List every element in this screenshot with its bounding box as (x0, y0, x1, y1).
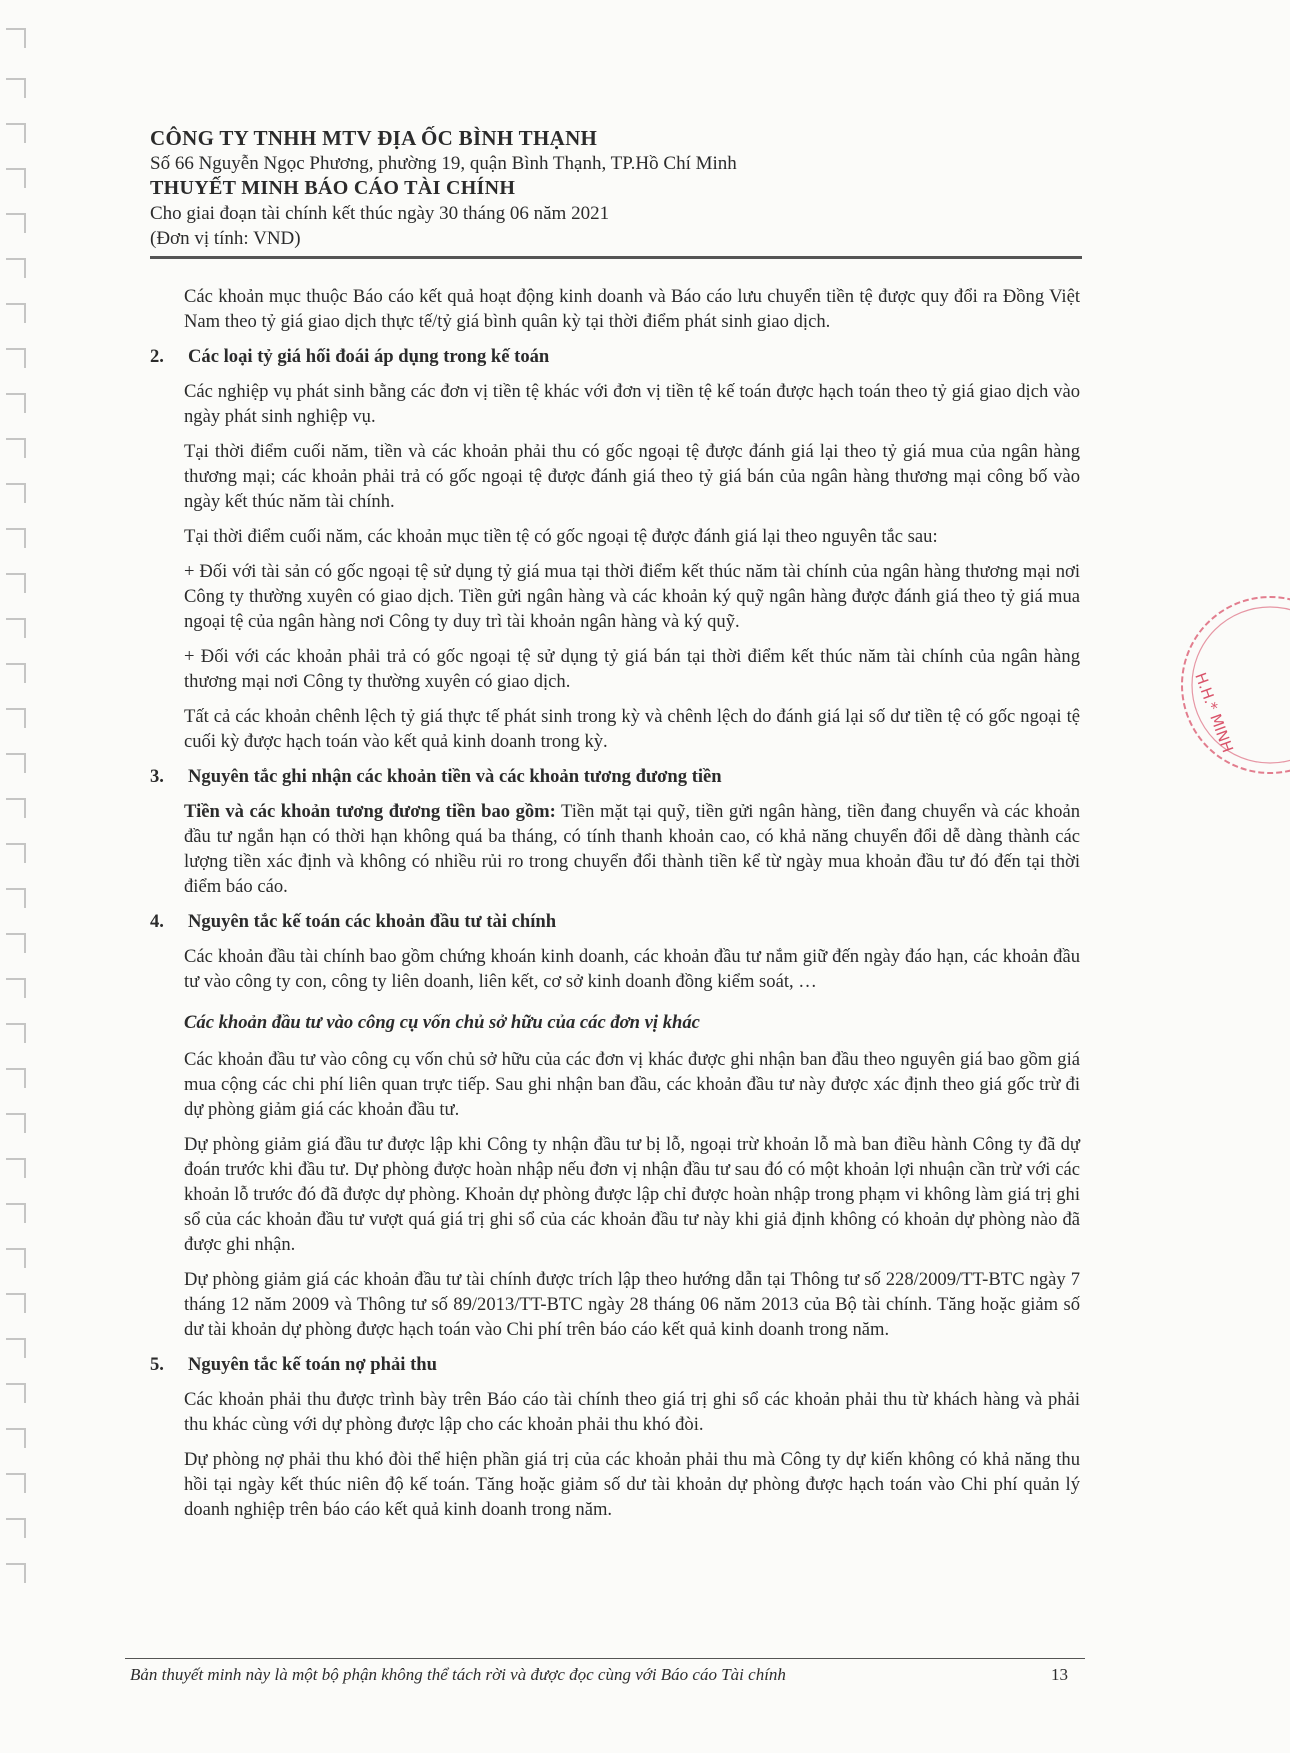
document-title: THUYẾT MINH BÁO CÁO TÀI CHÍNH (150, 177, 516, 199)
section-title: Nguyên tắc kế toán các khoản đầu tư tài chính (188, 911, 557, 932)
paragraph: Tại thời điểm cuối năm, tiền và các khoản phải thu có gốc ngoại tệ được đánh giá lại theo tỷ giá mua của ngân hàng thương mại; các khoản phải trả có gốc ngoại tệ được đánh giá theo tỷ giá bán của ngân hàng thương mại công bố vào ngày kết thúc năm tài chính. (184, 441, 1080, 512)
company-stamp (1150, 595, 1290, 775)
section-4-heading (150, 909, 1080, 934)
stamp-text: H.H.* MINH (1191, 670, 1237, 756)
section-title: Các loại tỷ giá hối đoái áp dụng trong kế toán (188, 346, 550, 367)
page-number: 13 (1051, 1665, 1068, 1684)
paragraph: Các khoản phải thu được trình bày trên Báo cáo tài chính theo giá trị ghi sổ các khoản phải thu từ khách hàng và phải thu khác cùng với dự phòng được lập cho các khoản phải thu khó đòi. (184, 1389, 1080, 1435)
bullet-paragraph: + Đối với các khoản phải trả có gốc ngoại tệ sử dụng tỷ giá bán tại thời điểm kết thúc năm tài chính của ngân hàng thương mại nơi Công ty thường xuyên có giao dịch. (184, 646, 1080, 692)
paragraph: Tất cả các khoản chênh lệch tỷ giá thực tế phát sinh trong kỳ và chênh lệch do đánh giá lại số dư tiền tệ có gốc ngoại tệ cuối kỳ được hạch toán vào kết quả kinh doanh trong kỳ. (184, 706, 1080, 752)
footer-note: Bản thuyết minh này là một bộ phận không thể tách rời và được đọc cùng với Báo cáo Tài chính (130, 1665, 786, 1684)
paragraph-lead: Tiền và các khoản tương đương tiền bao gồm: (184, 801, 556, 822)
paragraph: Dự phòng giảm giá đầu tư được lập khi Công ty nhận đầu tư bị lỗ, ngoại trừ khoản lỗ mà ban điều hành Công ty đã dự đoán trước khi đầu tư. Dự phòng được hoàn nhập nếu đơn vị nhận đầu tư sau đó có một khoản lợi nhuận cần trừ với các khoản lỗ trước đó đã được dự phòng. Khoản dự phòng được lập chỉ được hoàn nhập trong phạm vi không làm giá trị ghi sổ của các khoản đầu tư vượt quá giá trị ghi sổ của các khoản đầu tư này khi giả định không có khoản dự phòng nào đã được ghi nhận. (184, 1134, 1080, 1255)
document-body (150, 284, 1080, 1532)
footer-divider (125, 1658, 1085, 1659)
paragraph: Các nghiệp vụ phát sinh bằng các đơn vị tiền tệ khác với đơn vị tiền tệ kế toán được hạch toán theo tỷ giá giao dịch vào ngày phát sinh nghiệp vụ. (184, 381, 1080, 427)
paragraph (184, 799, 1080, 899)
document-header (150, 126, 1080, 251)
paragraph: Các khoản đầu tài chính bao gồm chứng khoán kinh doanh, các khoản đầu tư nắm giữ đến ngày đáo hạn, các khoản đầu tư vào công ty con, công ty liên doanh, liên kết, cơ sở kinh doanh đồng kiểm soát, … (184, 946, 1080, 992)
section-title: Nguyên tắc ghi nhận các khoản tiền và các khoản tương đương tiền (188, 766, 722, 787)
report-period: Cho giai đoạn tài chính kết thúc ngày 30 tháng 06 năm 2021 (150, 203, 610, 224)
section-number: 3. (150, 766, 164, 787)
section-3-heading (150, 764, 1080, 789)
binding-marks (6, 28, 28, 1628)
bullet-paragraph: + Đối với tài sản có gốc ngoại tệ sử dụng tỷ giá mua tại thời điểm kết thúc năm tài chính của ngân hàng thương mại nơi Công ty thường xuyên có giao dịch. Tiền gửi ngân hàng và các khoản ký quỹ ngân hàng được đánh giá theo tỷ giá mua ngoại tệ của ngân hàng nơi Công ty duy trì tài khoản ngân hàng và ký quỹ. (184, 561, 1080, 632)
subsection-title: Các khoản đầu tư vào công cụ vốn chủ sở hữu của các đơn vị khác (184, 1012, 700, 1033)
header-divider (150, 256, 1082, 259)
company-address: Số 66 Nguyễn Ngọc Phương, phường 19, quận Bình Thạnh, TP.Hồ Chí Minh (150, 153, 737, 174)
intro-paragraph: Các khoản mục thuộc Báo cáo kết quả hoạt động kinh doanh và Báo cáo lưu chuyển tiền tệ được quy đổi ra Đồng Việt Nam theo tỷ giá giao dịch thực tế/tỷ giá bình quân kỳ tại thời điểm phát sinh giao dịch. (184, 286, 1080, 332)
section-number: 2. (150, 346, 164, 367)
document-footer (130, 1665, 1080, 1685)
paragraph: Dự phòng nợ phải thu khó đòi thể hiện phần giá trị của các khoản phải thu mà Công ty dự kiến không có khả năng thu hồi tại ngày kết thúc niên độ kế toán. Tăng hoặc giảm số dư tài khoản dự phòng được hạch toán vào Chi phí quản lý doanh nghiệp trên báo cáo kết quả kinh doanh trong năm. (184, 1449, 1080, 1520)
paragraph: Các khoản đầu tư vào công cụ vốn chủ sở hữu của các đơn vị khác được ghi nhận ban đầu theo nguyên giá bao gồm giá mua cộng các chi phí liên quan trực tiếp. Sau ghi nhận ban đầu, các khoản đầu tư này được xác định theo giá gốc trừ đi dự phòng giảm giá các khoản đầu tư. (184, 1049, 1080, 1120)
section-title: Nguyên tắc kế toán nợ phải thu (188, 1354, 437, 1375)
section-2-heading (150, 344, 1080, 369)
section-5-heading (150, 1352, 1080, 1377)
paragraph-text: Tiền mặt tại quỹ, tiền gửi ngân hàng, tiền đang chuyển và các khoản đầu tư ngắn hạn có thời hạn không quá ba tháng, có tính thanh khoản cao, có khả năng chuyển đổi dễ dàng thành các lượng tiền xác định và không có nhiều rủi ro trong chuyển đổi thành tiền kể từ ngày mua khoản đầu tư đó đến tại thời điểm báo cáo. (184, 801, 1081, 897)
currency-unit: (Đơn vị tính: VND) (150, 228, 301, 249)
paragraph: Dự phòng giảm giá các khoản đầu tư tài chính được trích lập theo hướng dẫn tại Thông tư số 228/2009/TT-BTC ngày 7 tháng 12 năm 2009 và Thông tư số 89/2013/TT-BTC ngày 28 tháng 06 năm 2013 của Bộ tài chính. Tăng hoặc giảm số dư tài khoản dự phòng được hạch toán vào Chi phí trên báo cáo kết quả kinh doanh trong năm. (184, 1269, 1080, 1340)
section-number: 5. (150, 1354, 164, 1375)
company-name: CÔNG TY TNHH MTV ĐỊA ỐC BÌNH THẠNH (150, 126, 598, 150)
paragraph: Tại thời điểm cuối năm, các khoản mục tiền tệ có gốc ngoại tệ được đánh giá lại theo nguyên tắc sau: (184, 526, 938, 547)
section-number: 4. (150, 911, 164, 932)
